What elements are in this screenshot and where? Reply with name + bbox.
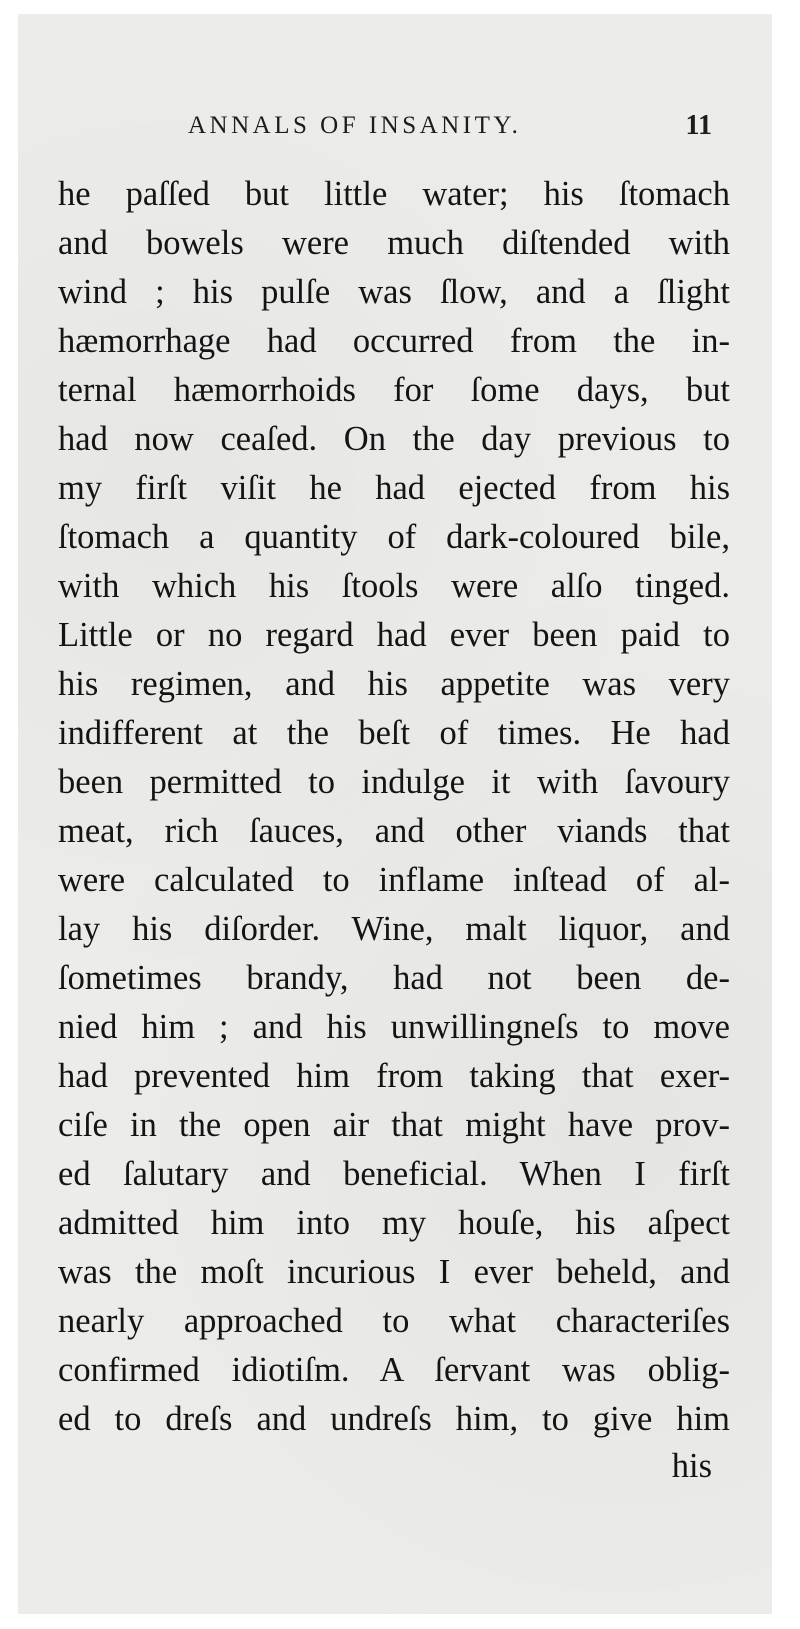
page-header [188, 112, 712, 148]
text-line: hæmorrhage had occurred from the in- [58, 322, 730, 360]
text-line: meat, rich ſauces, and other viands that [58, 812, 730, 850]
text-line: ſtomach a quantity of dark-coloured bile, [58, 518, 730, 556]
body-text [58, 170, 730, 1444]
text-line: ciſe in the open air that might have prov- [58, 1106, 730, 1144]
text-line: his regimen, and his appetite was very [58, 665, 730, 703]
text-line: and bowels were much diſtended with [58, 224, 730, 262]
text-line: nearly approached to what characteriſes [58, 1302, 730, 1340]
text-line: with which his ſtools were alſo tinged. [58, 567, 730, 605]
book-page [18, 14, 772, 1614]
text-line: ed to dreſs and undreſs him, to give him [58, 1400, 730, 1438]
page-number: 11 [685, 110, 712, 141]
text-line: was the moſt incurious I ever beheld, and [58, 1253, 730, 1291]
text-line: ſometimes brandy, had not been de- [58, 959, 730, 997]
text-line: confirmed idiotiſm. A ſervant was oblig- [58, 1351, 730, 1389]
text-line: been permitted to indulge it with ſavoury [58, 763, 730, 801]
text-line: had prevented him from taking that exer- [58, 1057, 730, 1095]
text-line: ed ſalutary and beneficial. When I firſt [58, 1155, 730, 1193]
text-line: lay his diſorder. Wine, malt liquor, and [58, 910, 730, 948]
text-line: admitted him into my houſe, his aſpect [58, 1204, 730, 1242]
text-line: my firſt viſit he had ejected from his [58, 469, 730, 507]
text-line: ternal hæmorrhoids for ſome days, but [58, 371, 730, 409]
running-title: ANNALS OF INSANITY. [188, 112, 522, 139]
text-line: Little or no regard had ever been paid to [58, 616, 730, 654]
text-line: nied him ; and his unwillingneſs to move [58, 1008, 730, 1046]
text-line: had now ceaſed. On the day previous to [58, 420, 730, 458]
text-line: wind ; his pulſe was ſlow, and a ſlight [58, 273, 730, 311]
text-line: were calculated to inflame inſtead of al- [58, 861, 730, 899]
text-line: indifferent at the beſt of times. He had [58, 714, 730, 752]
text-line: he paſſed but little water; his ſtomach [58, 175, 730, 213]
catchword: his [671, 1447, 712, 1485]
